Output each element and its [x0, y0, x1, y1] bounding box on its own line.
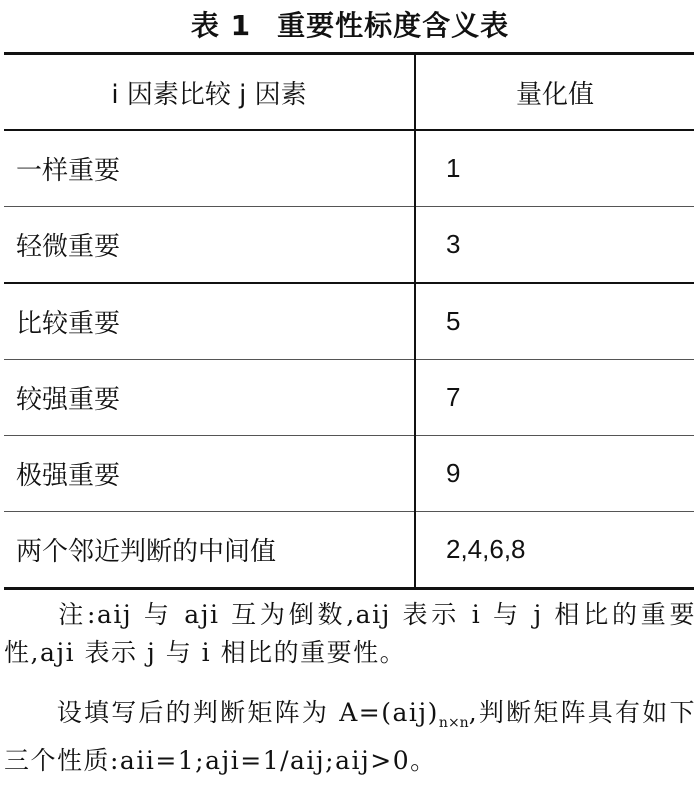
cell-value: 3	[415, 207, 694, 284]
table-title: 重要性标度含义表	[277, 9, 510, 42]
table-note	[4, 596, 696, 672]
importance-scale-table	[4, 52, 694, 590]
table-header-row	[4, 54, 694, 131]
table-caption	[0, 6, 700, 46]
cell-comparison: 极强重要	[4, 436, 415, 512]
table-row	[4, 512, 694, 589]
cell-value: 2,4,6,8	[415, 512, 694, 589]
table-row	[4, 207, 694, 284]
table-number: 表 1	[190, 9, 252, 42]
table-row	[4, 360, 694, 436]
matrix-text-before: 设填写后的判断矩阵为 A=(aij)	[56, 698, 439, 727]
table-row	[4, 130, 694, 207]
table-row	[4, 283, 694, 360]
header-value: 量化值	[415, 54, 694, 131]
cell-comparison: 一样重要	[4, 130, 415, 207]
note-text: 注:aij 与 aji 互为倒数,aij 表示 i 与 j 相比的重要性,aji 表示 j 与 i 相比的重要性。	[4, 600, 696, 667]
cell-comparison: 比较重要	[4, 283, 415, 360]
cell-value: 5	[415, 283, 694, 360]
header-comparison: i 因素比较 j 因素	[4, 54, 415, 131]
cell-value: 1	[415, 130, 694, 207]
matrix-subscript: n×n	[438, 715, 469, 731]
cell-comparison: 较强重要	[4, 360, 415, 436]
table-row	[4, 436, 694, 512]
matrix-text-after: ,判断矩阵具有如下三个性质:aii=1;aji=1/aij;aij>0。	[4, 698, 697, 775]
cell-value: 7	[415, 360, 694, 436]
cell-comparison: 两个邻近判断的中间值	[4, 512, 415, 589]
matrix-paragraph	[4, 694, 696, 780]
cell-comparison: 轻微重要	[4, 207, 415, 284]
cell-value: 9	[415, 436, 694, 512]
